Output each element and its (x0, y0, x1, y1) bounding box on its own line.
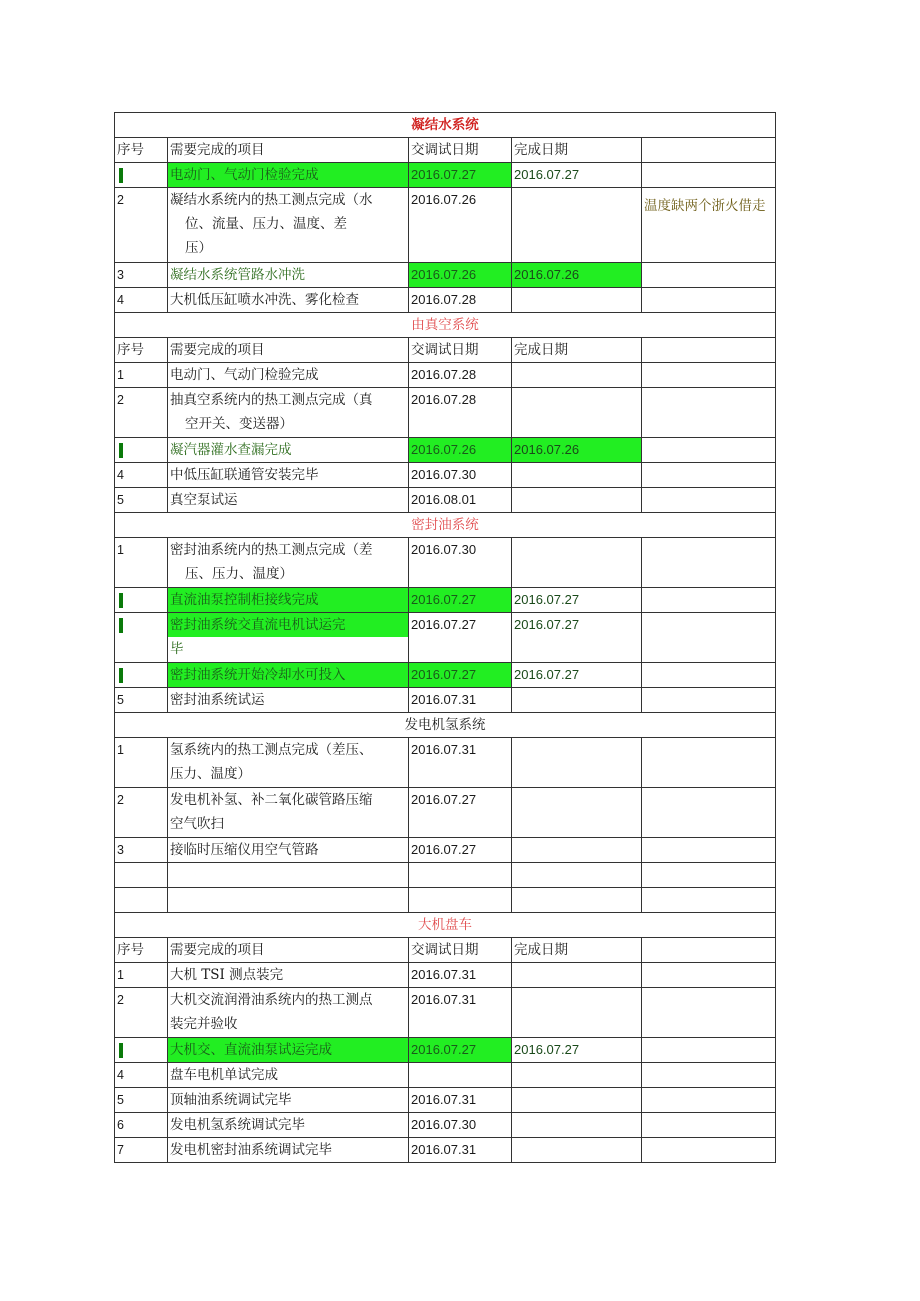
item-text-line: 发电机补氢、补二氧化碳管路压缩 (170, 792, 373, 808)
header-complete: 完成日期 (512, 138, 642, 163)
item-cell (168, 363, 409, 388)
handover-date-cell: 2016.07.31 (409, 1088, 512, 1113)
item-text-line: 压） (185, 240, 212, 256)
handover-date-cell: 2016.07.31 (409, 988, 512, 1038)
handover-date-cell: 2016.07.30 (409, 1113, 512, 1138)
table-row (115, 388, 776, 438)
header-item: 需要完成的项目 (168, 338, 409, 363)
item-cell (168, 488, 409, 513)
item-cell (168, 688, 409, 713)
complete-date-cell (512, 888, 642, 913)
item-text-line: 空开关、变送器） (185, 416, 293, 432)
item-cell (168, 788, 409, 838)
note-cell (642, 488, 776, 513)
header-item: 需要完成的项目 (168, 138, 409, 163)
header-empty (642, 938, 776, 963)
handover-date-cell (409, 863, 512, 888)
table-row (115, 1138, 776, 1163)
item-text-line: 发电机密封油系统调试完毕 (170, 1142, 332, 1158)
item-text-line: 密封油系统开始冷却水可投入 (170, 667, 346, 683)
complete-date-cell (512, 288, 642, 313)
table-row (115, 863, 776, 888)
item-cell (168, 288, 409, 313)
note-cell (642, 588, 776, 613)
header-empty (642, 138, 776, 163)
item-cell (168, 1088, 409, 1113)
handover-date-cell: 2016.07.26 (409, 188, 512, 263)
complete-date-cell (512, 1113, 642, 1138)
seq-cell (115, 1063, 168, 1088)
item-text-line: 毕 (170, 641, 184, 657)
table-row (115, 688, 776, 713)
seq-cell (115, 188, 168, 263)
note-cell (642, 1088, 776, 1113)
item-text-line: 接临时压缩仪用空气管路 (170, 842, 319, 858)
section-title-row (115, 913, 776, 938)
complete-date-cell (512, 188, 642, 263)
note-cell (642, 863, 776, 888)
header-handover: 交调试日期 (409, 938, 512, 963)
seq-cell (115, 288, 168, 313)
complete-date-cell (512, 388, 642, 438)
table-row (115, 1113, 776, 1138)
note-cell (642, 538, 776, 588)
header-seq: 序号 (115, 138, 168, 163)
seq-number: 1 (117, 368, 124, 382)
complete-date-cell (512, 1088, 642, 1113)
table-row (115, 1088, 776, 1113)
done-marker-icon (119, 668, 123, 683)
note-cell (642, 1138, 776, 1163)
item-cell (168, 838, 409, 863)
item-cell (168, 963, 409, 988)
seq-number: 2 (117, 793, 124, 807)
seq-cell (115, 538, 168, 588)
item-text-line: 凝结水系统管路水冲洗 (170, 267, 305, 283)
item-cell (168, 188, 409, 263)
note-cell (642, 838, 776, 863)
complete-date-cell (512, 363, 642, 388)
handover-date-cell: 2016.07.26 (409, 263, 512, 288)
seq-cell (115, 1038, 168, 1063)
handover-date-cell: 2016.07.27 (409, 588, 512, 613)
seq-number: 4 (117, 1068, 124, 1082)
item-cell (168, 613, 409, 663)
complete-date-cell (512, 963, 642, 988)
item-text-line: 凝汽器灌水查漏完成 (170, 442, 292, 458)
seq-number: 4 (117, 293, 124, 307)
seq-cell (115, 838, 168, 863)
note-cell (642, 988, 776, 1038)
item-text-line: 凝结水系统内的热工测点完成（水 (170, 192, 373, 208)
item-text-line: 密封油系统内的热工测点完成（差 (170, 542, 373, 558)
table-row (115, 188, 776, 263)
handover-date-cell (409, 888, 512, 913)
seq-cell (115, 438, 168, 463)
item-text-line: 氢系统内的热工测点完成（差压、 (170, 742, 373, 758)
section-title: 大机盘车 (115, 913, 776, 938)
handover-date-cell: 2016.07.27 (409, 163, 512, 188)
item-cell (168, 438, 409, 463)
handover-date-cell: 2016.07.27 (409, 838, 512, 863)
complete-date-cell: 2016.07.26 (512, 263, 642, 288)
section-title: 发电机氢系统 (115, 713, 776, 738)
complete-date-cell (512, 463, 642, 488)
seq-number: 2 (117, 193, 124, 207)
table-row (115, 613, 776, 663)
complete-date-cell (512, 788, 642, 838)
item-text-line: 中低压缸联通管安装完毕 (170, 467, 319, 483)
table-row (115, 288, 776, 313)
handover-date-cell: 2016.07.27 (409, 663, 512, 688)
item-text-line: 密封油系统交直流电机试运完 (168, 613, 408, 637)
table-row (115, 988, 776, 1038)
item-text-line: 顶轴油系统调试完毕 (170, 1092, 292, 1108)
seq-number: 5 (117, 1093, 124, 1107)
item-cell (168, 1063, 409, 1088)
table-row (115, 488, 776, 513)
item-cell (168, 1038, 409, 1063)
header-complete: 完成日期 (512, 338, 642, 363)
seq-number: 2 (117, 393, 124, 407)
note-cell (642, 438, 776, 463)
seq-cell (115, 663, 168, 688)
section-title-row (115, 713, 776, 738)
complete-date-cell (512, 538, 642, 588)
complete-date-cell (512, 1138, 642, 1163)
done-marker-icon (119, 593, 123, 608)
note-cell (642, 688, 776, 713)
seq-cell (115, 488, 168, 513)
item-text-line: 压、压力、温度） (185, 566, 293, 582)
complete-date-cell (512, 688, 642, 713)
commissioning-table (114, 112, 776, 1163)
item-text-line: 真空泵试运 (170, 492, 238, 508)
item-text-line: 大机 TSI 测点装完 (170, 967, 284, 983)
section-title-row (115, 313, 776, 338)
table-row (115, 838, 776, 863)
item-cell (168, 863, 409, 888)
handover-date-cell: 2016.08.01 (409, 488, 512, 513)
handover-date-cell: 2016.07.28 (409, 388, 512, 438)
complete-date-cell: 2016.07.27 (512, 663, 642, 688)
table-row (115, 888, 776, 913)
table-row (115, 163, 776, 188)
seq-cell (115, 613, 168, 663)
handover-date-cell: 2016.07.31 (409, 688, 512, 713)
note-cell (642, 463, 776, 488)
item-cell (168, 738, 409, 788)
note-cell (642, 663, 776, 688)
seq-number: 4 (117, 468, 124, 482)
item-text-line: 密封油系统试运 (170, 692, 265, 708)
note-cell (642, 1063, 776, 1088)
complete-date-cell: 2016.07.27 (512, 613, 642, 663)
table-row (115, 588, 776, 613)
header-row (115, 138, 776, 163)
note-cell: 温度缺两个浙火借走 (642, 188, 776, 263)
done-marker-icon (119, 618, 123, 633)
seq-number: 5 (117, 493, 124, 507)
seq-cell (115, 688, 168, 713)
seq-cell (115, 963, 168, 988)
seq-cell (115, 1138, 168, 1163)
table-row (115, 788, 776, 838)
table-row (115, 263, 776, 288)
note-cell (642, 738, 776, 788)
handover-date-cell: 2016.07.30 (409, 463, 512, 488)
item-cell (168, 1113, 409, 1138)
handover-date-cell: 2016.07.31 (409, 963, 512, 988)
item-text-line: 抽真空系统内的热工测点完成（真 (170, 392, 373, 408)
header-row (115, 938, 776, 963)
item-text-line: 电动门、气动门检验完成 (170, 367, 319, 383)
done-marker-icon (119, 168, 123, 183)
seq-number: 3 (117, 268, 124, 282)
handover-date-cell: 2016.07.28 (409, 363, 512, 388)
item-text-line: 位、流量、压力、温度、差 (185, 216, 347, 232)
seq-number: 1 (117, 743, 124, 757)
item-text-line: 压力、温度） (170, 766, 251, 782)
seq-cell (115, 988, 168, 1038)
done-marker-icon (119, 443, 123, 458)
note-cell (642, 263, 776, 288)
complete-date-cell: 2016.07.27 (512, 163, 642, 188)
complete-date-cell: 2016.07.27 (512, 1038, 642, 1063)
seq-number: 5 (117, 693, 124, 707)
table-row (115, 538, 776, 588)
header-handover: 交调试日期 (409, 338, 512, 363)
seq-number: 7 (117, 1143, 124, 1157)
done-marker-icon (119, 1043, 123, 1058)
note-cell (642, 388, 776, 438)
header-empty (642, 338, 776, 363)
seq-number: 6 (117, 1118, 124, 1132)
complete-date-cell (512, 863, 642, 888)
item-cell (168, 588, 409, 613)
note-cell (642, 613, 776, 663)
complete-date-cell: 2016.07.26 (512, 438, 642, 463)
complete-date-cell (512, 838, 642, 863)
note-cell (642, 963, 776, 988)
item-cell (168, 663, 409, 688)
seq-cell (115, 1113, 168, 1138)
handover-date-cell: 2016.07.26 (409, 438, 512, 463)
item-text-line: 大机交流润滑油系统内的热工测点 (170, 992, 373, 1008)
handover-date-cell: 2016.07.27 (409, 788, 512, 838)
handover-date-cell: 2016.07.27 (409, 613, 512, 663)
note-cell (642, 1113, 776, 1138)
table-row (115, 463, 776, 488)
item-text-line: 空气吹扫 (170, 816, 224, 832)
seq-number: 1 (117, 543, 124, 557)
header-handover: 交调试日期 (409, 138, 512, 163)
complete-date-cell (512, 1063, 642, 1088)
handover-date-cell: 2016.07.31 (409, 738, 512, 788)
section-title-row (115, 513, 776, 538)
seq-cell (115, 788, 168, 838)
item-text-line: 发电机氢系统调试完毕 (170, 1117, 305, 1133)
seq-cell (115, 388, 168, 438)
handover-date-cell: 2016.07.30 (409, 538, 512, 588)
section-title: 凝结水系统 (115, 113, 776, 138)
header-item: 需要完成的项目 (168, 938, 409, 963)
handover-date-cell (409, 1063, 512, 1088)
table-row (115, 1038, 776, 1063)
table-row (115, 738, 776, 788)
handover-date-cell: 2016.07.28 (409, 288, 512, 313)
item-cell (168, 463, 409, 488)
item-text-line: 盘车电机单试完成 (170, 1067, 278, 1083)
table-row (115, 963, 776, 988)
note-cell (642, 288, 776, 313)
seq-cell (115, 738, 168, 788)
seq-cell (115, 1088, 168, 1113)
item-cell (168, 1138, 409, 1163)
note-cell (642, 888, 776, 913)
seq-cell (115, 588, 168, 613)
seq-cell (115, 363, 168, 388)
item-text-line: 装完并验收 (170, 1016, 238, 1032)
table-row (115, 663, 776, 688)
handover-date-cell: 2016.07.27 (409, 1038, 512, 1063)
header-complete: 完成日期 (512, 938, 642, 963)
item-cell (168, 888, 409, 913)
seq-cell (115, 263, 168, 288)
note-cell (642, 788, 776, 838)
section-title: 由真空系统 (115, 313, 776, 338)
section-title-row (115, 113, 776, 138)
seq-cell (115, 863, 168, 888)
table-row (115, 1063, 776, 1088)
seq-cell (115, 163, 168, 188)
table-row (115, 438, 776, 463)
table-row (115, 363, 776, 388)
handover-date-cell: 2016.07.31 (409, 1138, 512, 1163)
seq-number: 1 (117, 968, 124, 982)
section-title: 密封油系统 (115, 513, 776, 538)
complete-date-cell (512, 988, 642, 1038)
item-cell (168, 538, 409, 588)
item-cell (168, 988, 409, 1038)
complete-date-cell: 2016.07.27 (512, 588, 642, 613)
header-seq: 序号 (115, 938, 168, 963)
note-cell (642, 1038, 776, 1063)
seq-cell (115, 463, 168, 488)
item-text-line: 大机交、直流油泵试运完成 (170, 1042, 332, 1058)
header-row (115, 338, 776, 363)
item-cell (168, 163, 409, 188)
note-cell (642, 363, 776, 388)
note-cell (642, 163, 776, 188)
item-text-line: 大机低压缸喷水冲洗、雾化检查 (170, 292, 359, 308)
item-text-line: 电动门、气动门检验完成 (170, 167, 319, 183)
complete-date-cell (512, 738, 642, 788)
item-cell (168, 263, 409, 288)
seq-cell (115, 888, 168, 913)
header-seq: 序号 (115, 338, 168, 363)
item-cell (168, 388, 409, 438)
complete-date-cell (512, 488, 642, 513)
item-text-line: 直流油泵控制柜接线完成 (170, 592, 319, 608)
seq-number: 2 (117, 993, 124, 1007)
seq-number: 3 (117, 843, 124, 857)
